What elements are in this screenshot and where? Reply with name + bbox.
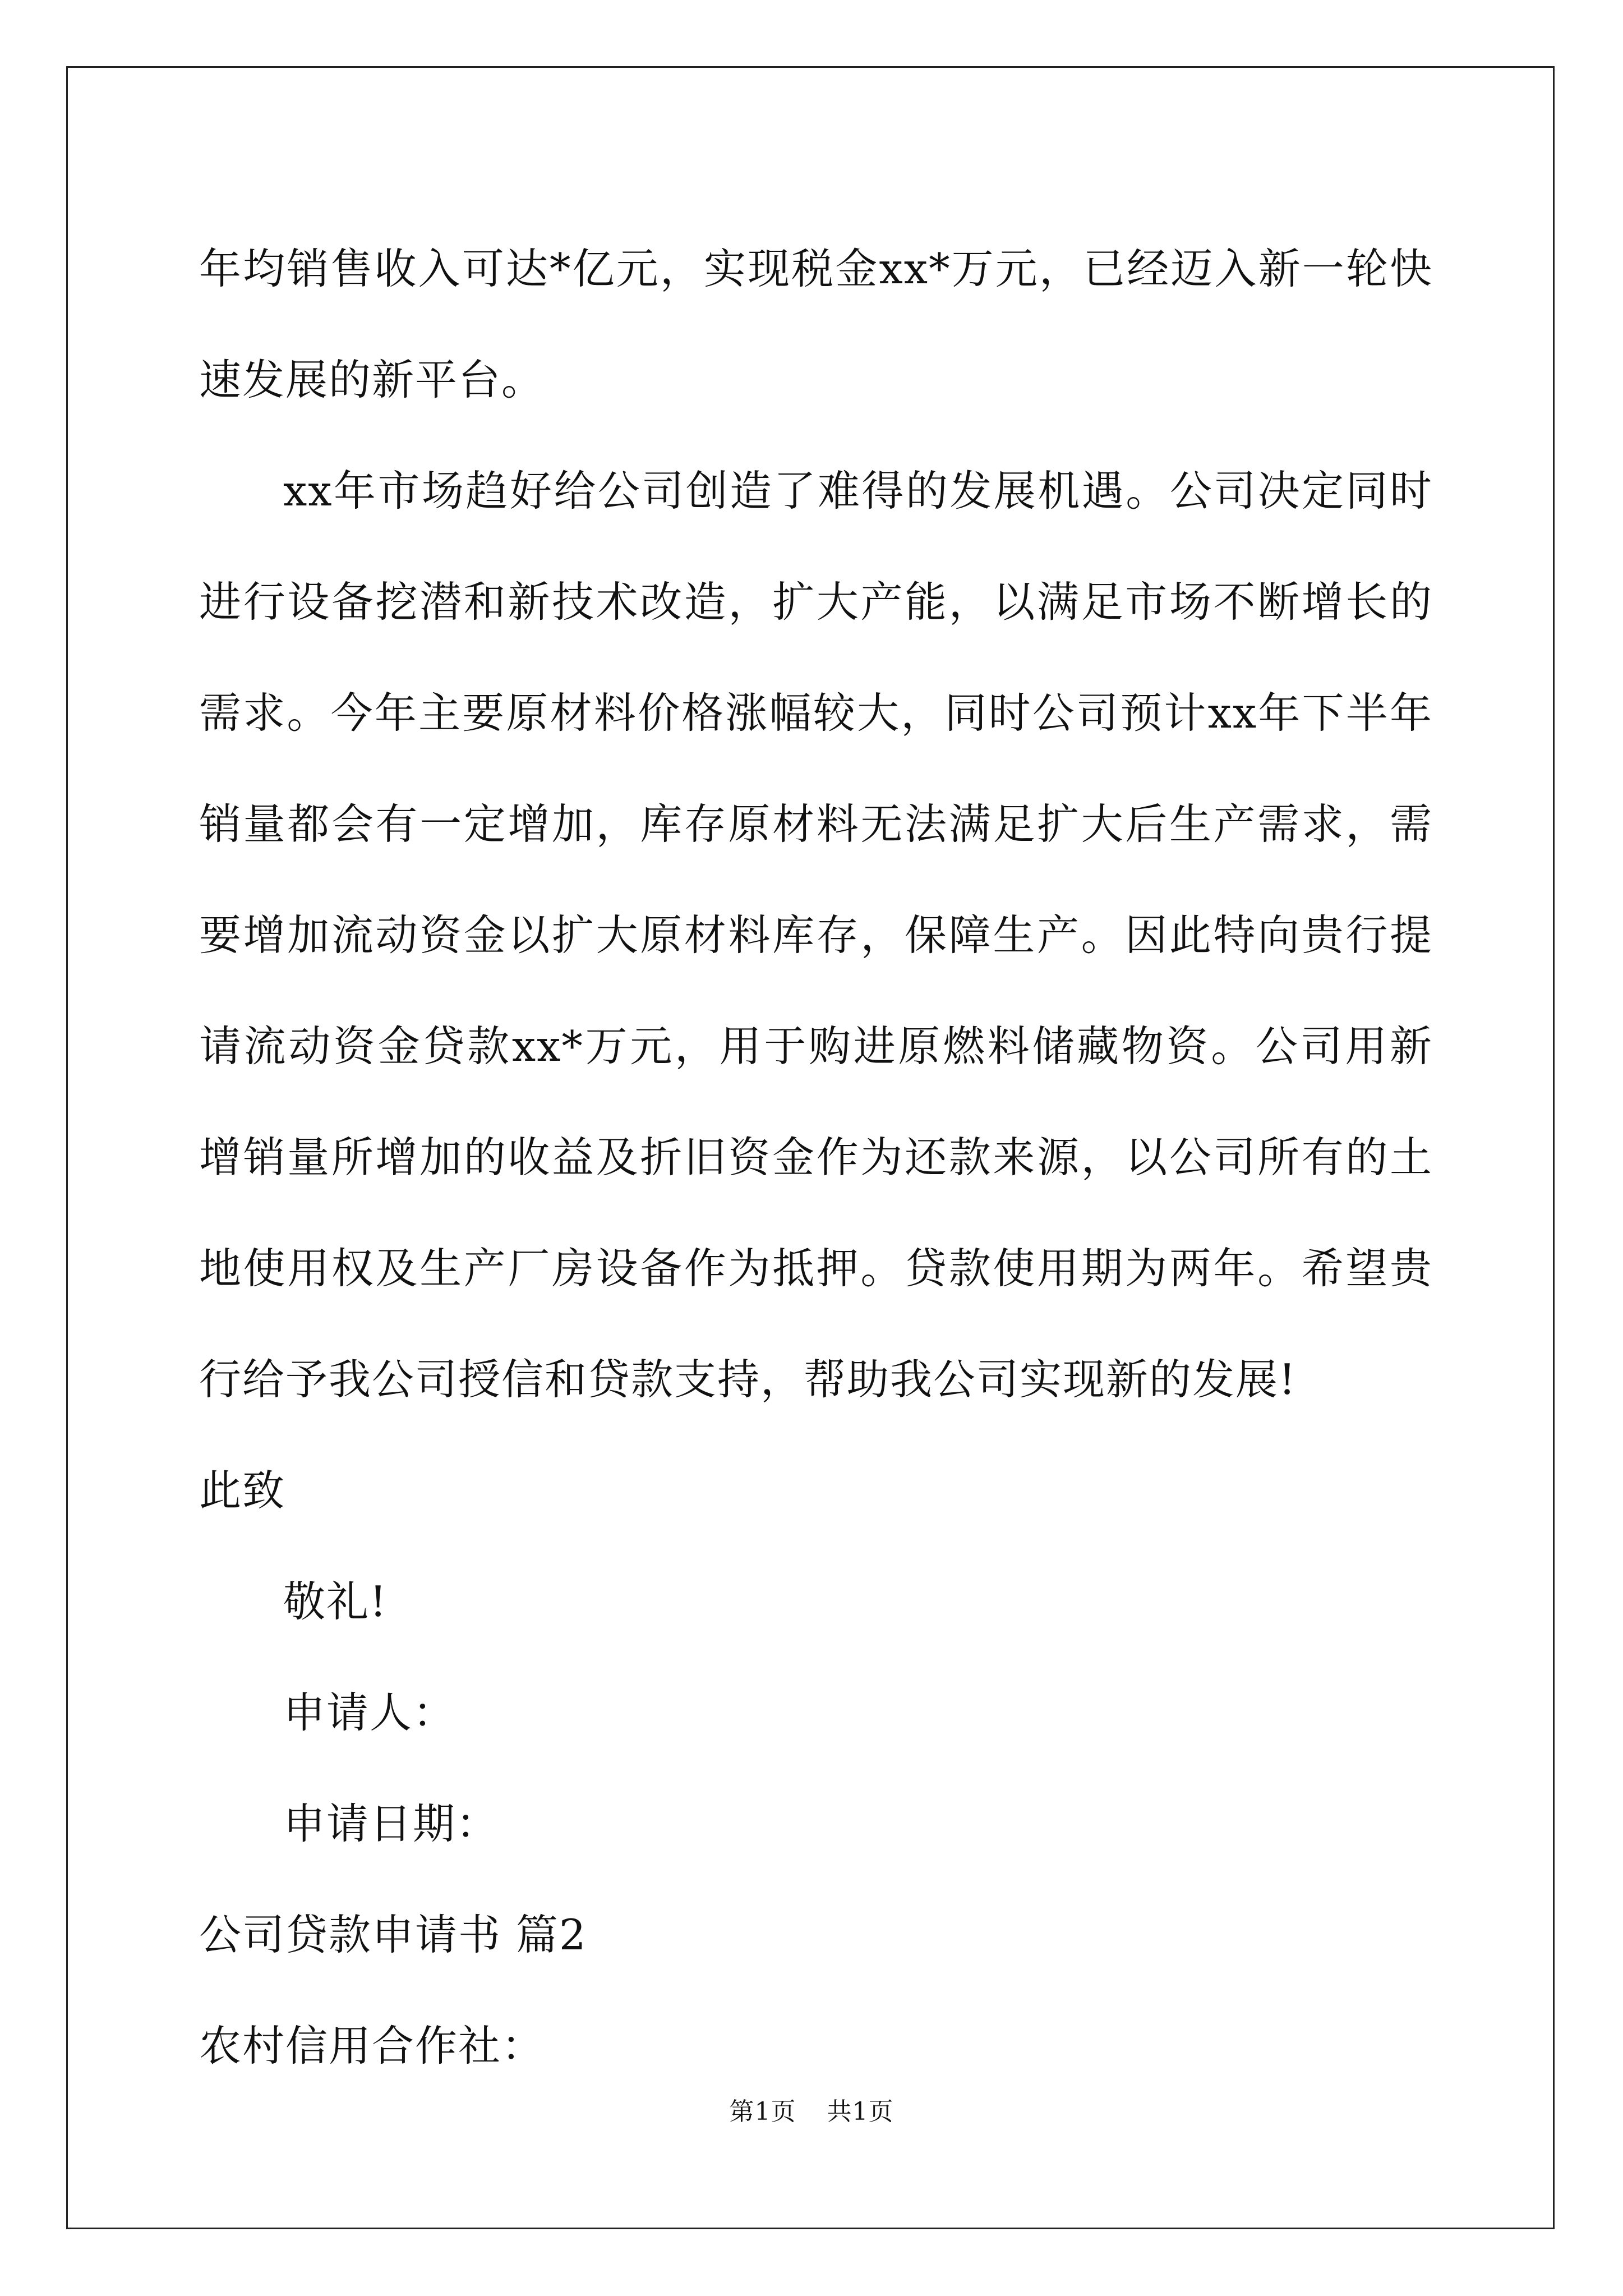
recipient-text: 农村信用合作社： — [199, 2021, 545, 2070]
page-footer — [0, 2091, 1623, 2127]
section-title: 公司贷款申请书 篇2 — [199, 1910, 587, 1959]
paragraph-continuation: 年均销售收入可达*亿元，实现税金xx*万元，已经迈入新一轮快速发展的新平台。 — [199, 244, 1433, 404]
page-number-total: 共1页 — [827, 2097, 894, 2126]
page-number-current: 第1页 — [729, 2097, 796, 2126]
applicant-label: 申请人： — [283, 1688, 457, 1737]
salute-text: 敬礼! — [283, 1577, 388, 1626]
document-body — [199, 213, 1433, 2101]
paragraph-loan-request: xx年市场趋好给公司创造了难得的发展机遇。公司决定同时进行设备挖潜和新技术改造，扩大产能，以满足市场不断增长的需求。今年主要原材料价格涨幅较大，同时公司预计xx年下半年销量都会有一定增加，库存原材料无法满足扩大后生产需求，需要增加流动资金以扩大原材料库存，保障生产。因此特向贵行提请流动资金贷款xx*万元，用于购进原燃料储藏物资。公司用新增销量所增加的收益及折旧资金作为还款来源，以公司所有的土地使用权及生产厂房设备作为抵押。贷款使用期为两年。希望贵行给予我公司授信和贷款支持，帮助我公司实现新的发展! — [199, 466, 1433, 1404]
date-label: 申请日期： — [283, 1799, 500, 1848]
closing-text: 此致 — [199, 1466, 286, 1515]
